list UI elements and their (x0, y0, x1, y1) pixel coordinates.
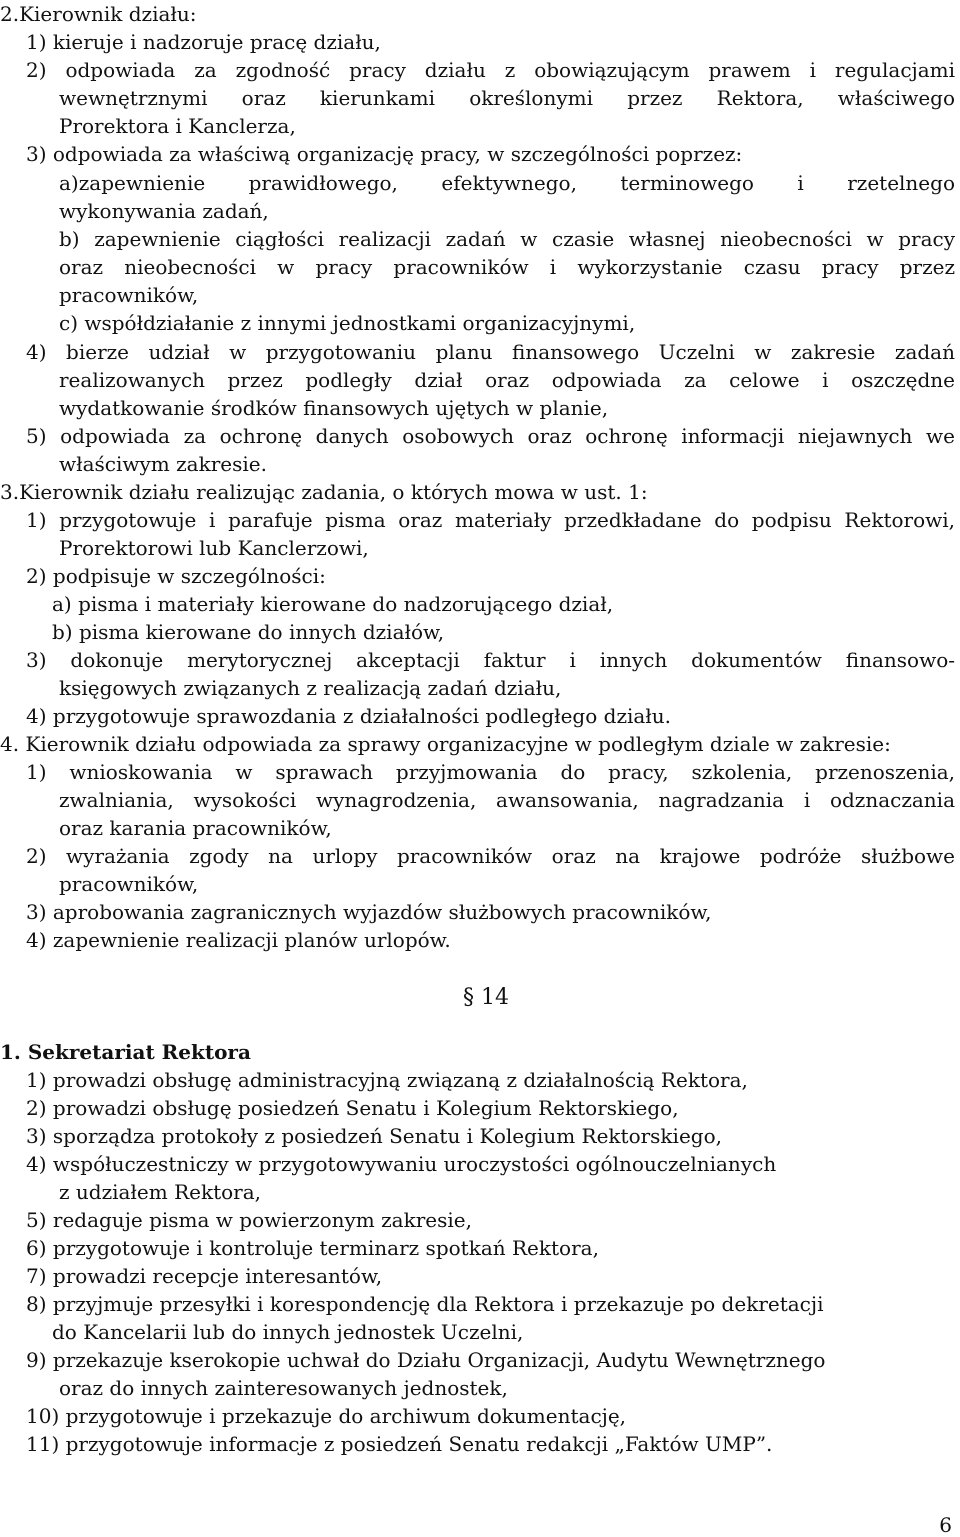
text-line: pracowników, (59, 283, 199, 307)
text-line: 4) przygotowuje sprawozdania z działalności podległego działu. (26, 704, 672, 728)
text-line: 1) przygotowuje i parafuje pisma oraz materiały przedkładane do podpisu Rektorowi, (26, 508, 955, 532)
text-line: 11) przygotowuje informacje z posiedzeń Senatu redakcji „Faktów UMP”. (26, 1432, 773, 1456)
page-number: 6 (939, 1513, 952, 1537)
text-line: zwalniania, wysokości wynagrodzenia, awansowania, nagradzania i odznaczania (59, 788, 955, 812)
text-line: 5) odpowiada za ochronę danych osobowych oraz ochronę informacji niejawnych we (26, 424, 955, 448)
text-line: 3) aprobowania zagranicznych wyjazdów służbowych pracowników, (26, 900, 712, 924)
text-line: 2) podpisuje w szczególności: (26, 564, 326, 588)
text-line: 3) sporządza protokoły z posiedzeń Senatu i Kolegium Rektorskiego, (26, 1124, 722, 1148)
text-line: oraz nieobecności w pracy pracowników i wykorzystanie czasu pracy przez (59, 255, 955, 279)
text-line: realizowanych przez podległy dział oraz odpowiada za celowe i oszczędne (59, 368, 955, 392)
text-line: 2) prowadzi obsługę posiedzeń Senatu i Kolegium Rektorskiego, (26, 1096, 679, 1120)
text-line: 4) zapewnienie realizacji planów urlopów. (26, 928, 451, 952)
text-line: b) zapewnienie ciągłości realizacji zadań w czasie własnej nieobecności w pracy (59, 227, 955, 251)
text-line: do Kancelarii lub do innych jednostek Uczelni, (52, 1320, 524, 1344)
text-line: 5) redaguje pisma w powierzonym zakresie, (26, 1208, 472, 1232)
section-3-heading: 3.Kierownik działu realizując zadania, o których mowa w ust. 1: (0, 480, 648, 504)
text-line: 1) wnioskowania w sprawach przyjmowania do pracy, szkolenia, przenoszenia, (26, 760, 955, 784)
text-line: 7) prowadzi recepcje interesantów, (26, 1264, 383, 1288)
text-line: wykonywania zadań, (59, 199, 269, 223)
text-line: Prorektora i Kanclerza, (59, 114, 296, 138)
text-line: pracowników, (59, 872, 199, 896)
text-line: wewnętrznymi oraz kierunkami określonymi przez Rektora, właściwego (59, 86, 955, 110)
text-line: 3) odpowiada za właściwą organizację pracy, w szczególności poprzez: (26, 142, 743, 166)
heading-number: 1. (0, 1040, 21, 1064)
text-line: 8) przyjmuje przesyłki i korespondencję dla Rektora i przekazuje po dekretacji (26, 1292, 824, 1316)
text-line: księgowych związanych z realizacją zadań działu, (59, 676, 562, 700)
section-mark: § 14 (463, 985, 509, 1010)
heading-title: Sekretariat Rektora (27, 1040, 251, 1064)
text-line: c) współdziałanie z innymi jednostkami organizacyjnymi, (59, 311, 636, 335)
text-line: Prorektorowi lub Kanclerzowi, (59, 536, 369, 560)
section-4-heading: 4. Kierownik działu odpowiada za sprawy organizacyjne w podległym dziale w zakresie: (0, 732, 891, 756)
text-line: a) pisma i materiały kierowane do nadzorującego dział, (52, 592, 614, 616)
text-line: 6) przygotowuje i kontroluje terminarz spotkań Rektora, (26, 1236, 599, 1260)
text-line: 9) przekazuje kserokopie uchwał do Działu Organizacji, Audytu Wewnętrznego (26, 1348, 826, 1372)
text-line: 4) bierze udział w przygotowaniu planu finansowego Uczelni w zakresie zadań (26, 340, 955, 364)
text-line: oraz do innych zainteresowanych jednostek, (59, 1376, 508, 1400)
text-line: b) pisma kierowane do innych działów, (52, 620, 445, 644)
text-line: 2) odpowiada za zgodność pracy działu z obowiązującym prawem i regulacjami (26, 58, 955, 82)
text-line: 3) dokonuje merytorycznej akceptacji faktur i innych dokumentów finansowo- (26, 648, 955, 672)
text-line: z udziałem Rektora, (59, 1180, 262, 1204)
text-line: 4) współuczestniczy w przygotowywaniu uroczystości ogólnouczelnianych (26, 1152, 777, 1176)
text-line: właściwym zakresie. (59, 452, 267, 476)
text-line: 1) prowadzi obsługę administracyjną związaną z działalnością Rektora, (26, 1068, 748, 1092)
sekretariat-heading (0, 1038, 251, 1066)
text-line: 10) przygotowuje i przekazuje do archiwum dokumentację, (26, 1404, 627, 1428)
text-line: wydatkowanie środków finansowych ujętych w planie, (59, 396, 609, 420)
text-line: 2) wyrażania zgody na urlopy pracowników oraz na krajowe podróże służbowe (26, 844, 955, 868)
text-line: a)zapewnienie prawidłowego, efektywnego, terminowego i rzetelnego (59, 171, 955, 195)
text-line: 1) kieruje i nadzoruje pracę działu, (26, 30, 381, 54)
text-line: oraz karania pracowników, (59, 816, 332, 840)
section-2-heading: 2.Kierownik działu: (0, 2, 197, 26)
